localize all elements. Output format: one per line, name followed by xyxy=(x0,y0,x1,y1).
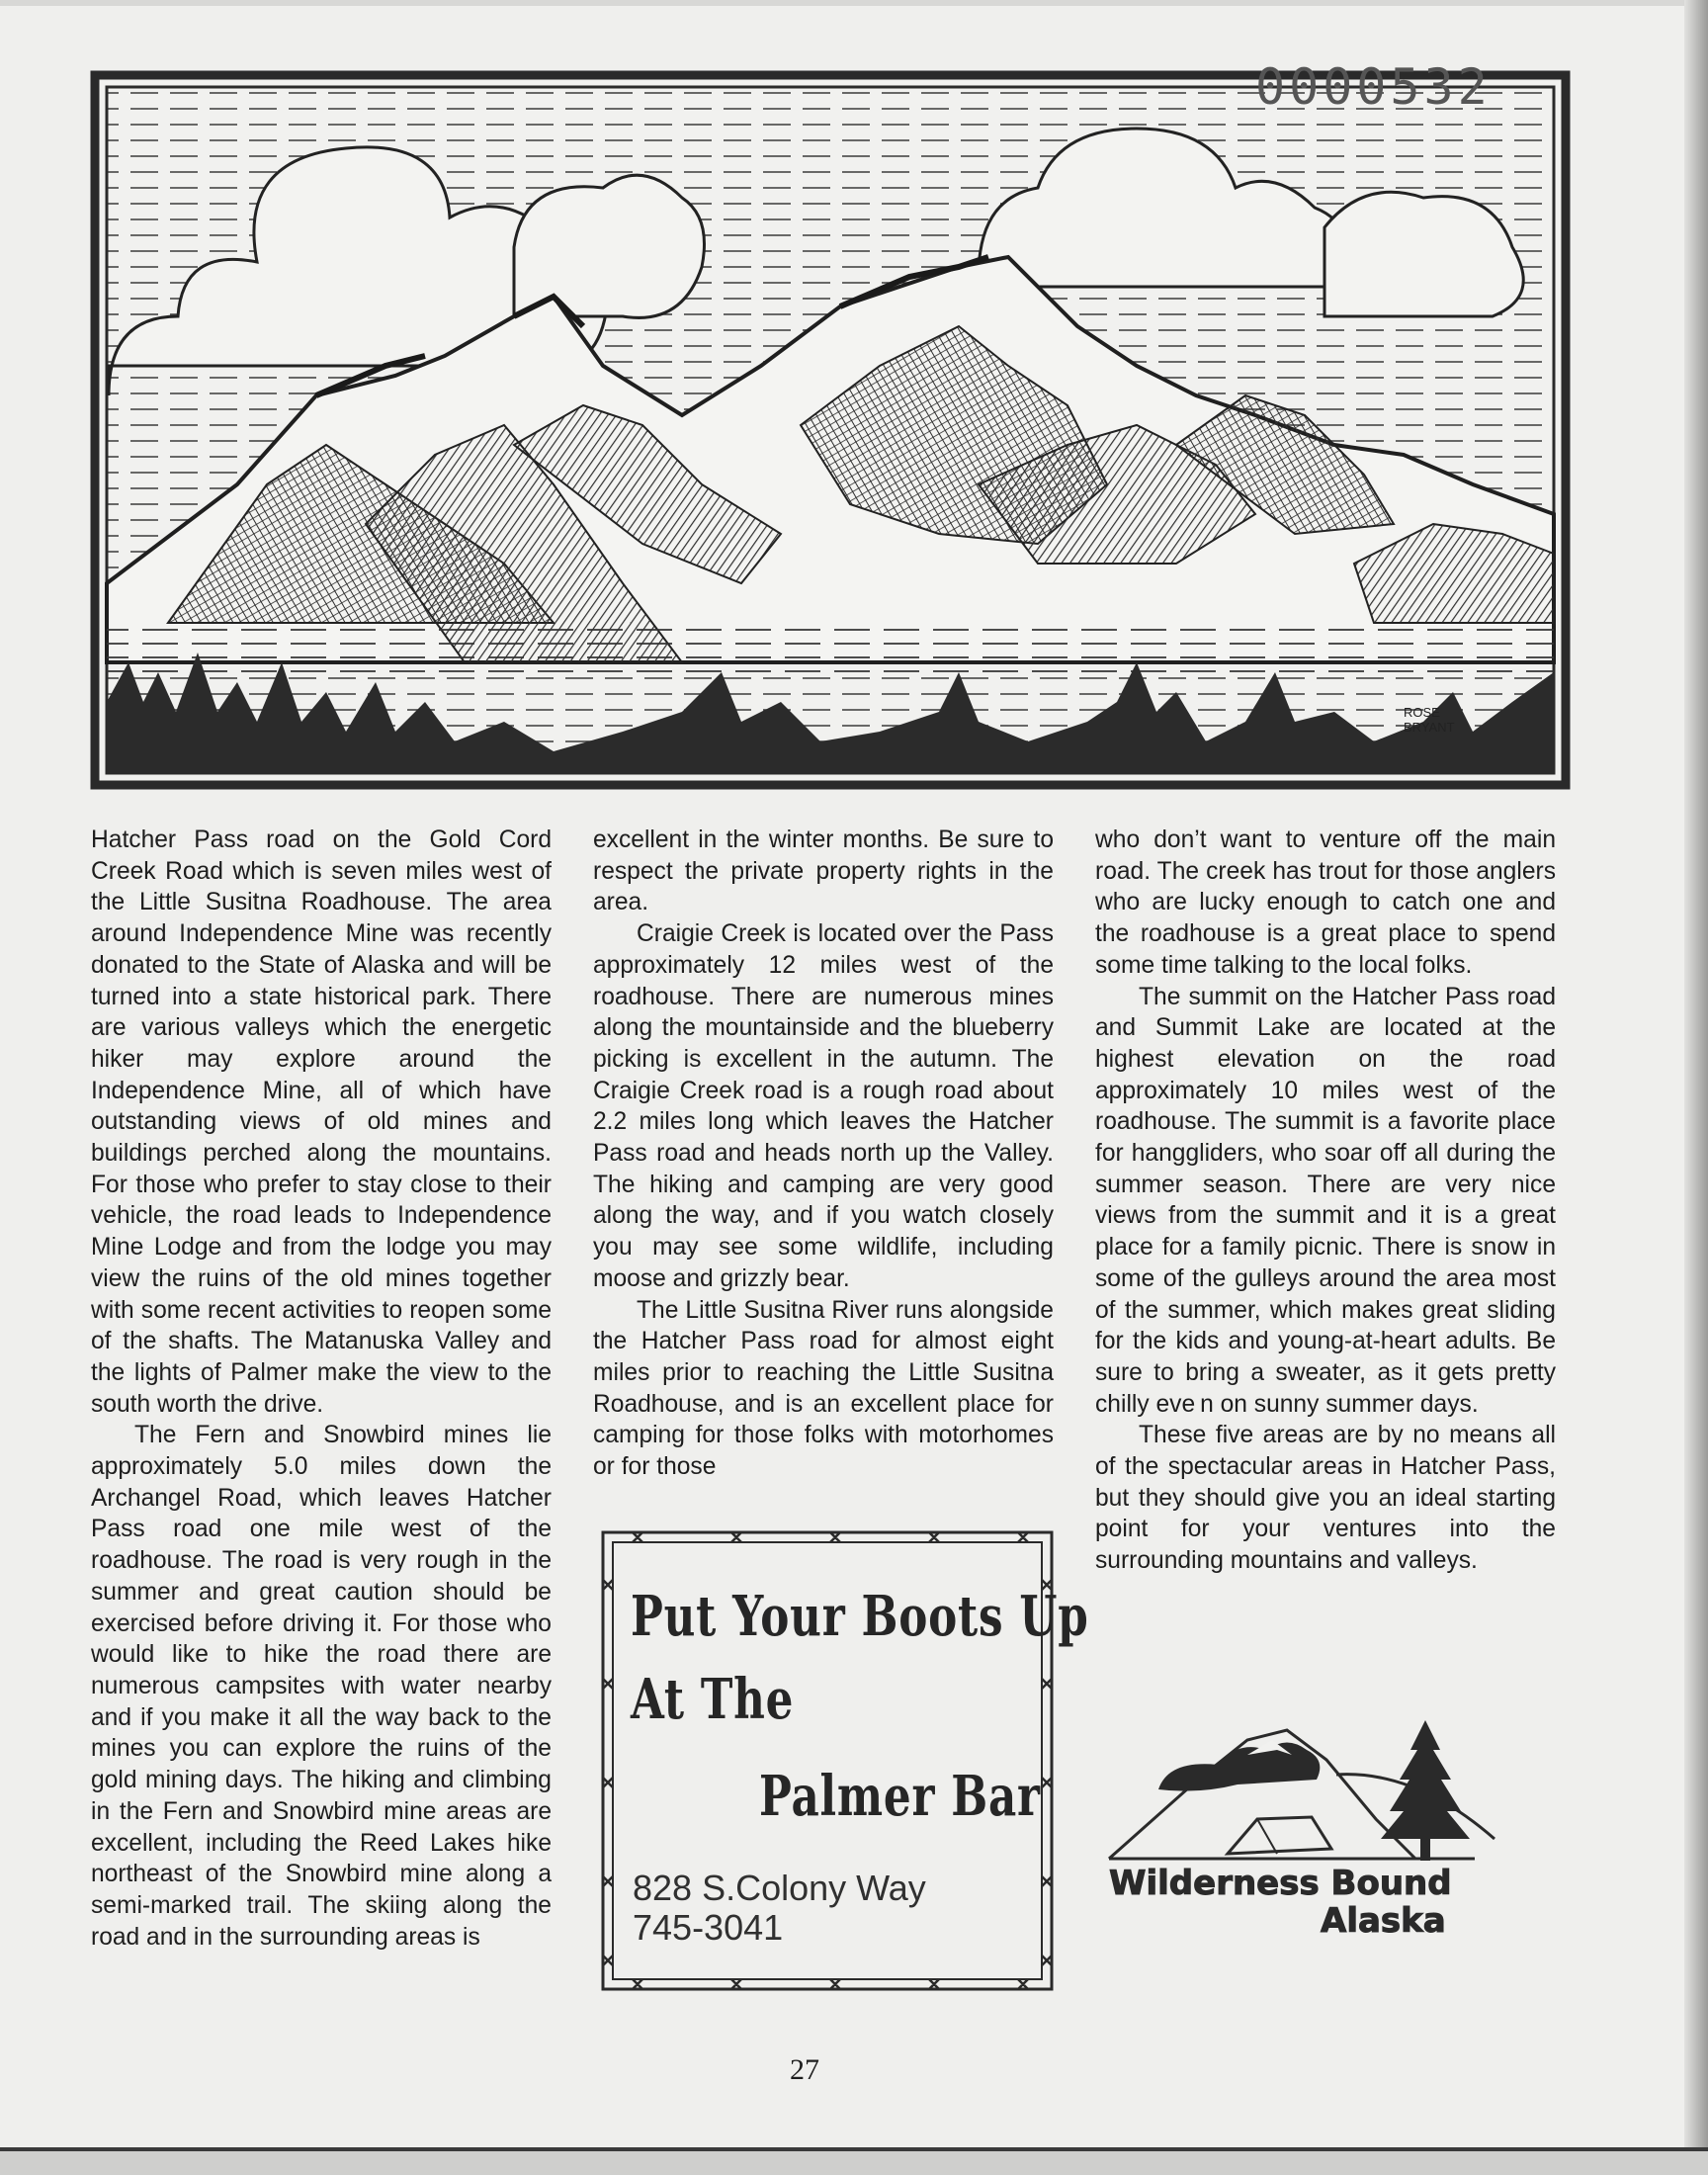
article-column-1 xyxy=(91,825,552,2011)
paragraph: excellent in the winter months. Be sure to respect the private property rights in the area. xyxy=(593,826,1054,916)
logo-wordmark-line2: Alaska xyxy=(1321,1901,1446,1941)
scan-edge-bottom xyxy=(0,2151,1708,2175)
paragraph: who don’t want to venture off the main road. The creek has trout for those anglers who are lucky enough to catch one and the roadhouse is a great place to spend some time talking to the local folks. xyxy=(1095,826,1556,979)
wilderness-bound-alaska-logo xyxy=(1099,1700,1524,1941)
artist-signature-line2: BRYANT xyxy=(1404,720,1455,735)
paragraph: The Fern and Snowbird mines lie approximately 5.0 miles down the Archangel Road, which leaves Hatcher Pass road one mile west of the roadhouse. The road is very rough in the summer and great caution should be exercised before driving it. For those who would like to hike the road there are numerous campsites with water nearby and if you make it all the way back to the mines you can explore the ruins of the gold mining days. The hiking and climbing in the Fern and Snowbird mine areas are excellent, including the Reed Lakes hike northeast of the Snowbird mine along a semi-marked trail. The skiing along the road and in the surrounding areas is xyxy=(91,1422,552,1951)
ad-phone: 745-3041 xyxy=(633,1907,784,1948)
scan-edge-top xyxy=(0,0,1708,6)
paragraph: The summit on the Hatcher Pass road and Summit Lake are located at the highest elevation on the road approximately 10 miles west of the roadhouse. The summit is a favorite place for hanggliders, who soar off all during the summer season. There are very nice views from the summit and it is a great place for a family picnic. There is snow in some of the gulleys around the area most of the summer, which makes great sliding for the kids and young-at-heart adults. Be sure to bring a sweater, as it gets pretty chilly eve n on sunny summer days. xyxy=(1095,983,1556,1418)
logo-wordmark-line1: Wilderness Bound xyxy=(1109,1864,1452,1903)
artist-signature-line1: ROSE xyxy=(1404,705,1440,720)
ad-business-name: Palmer Bar xyxy=(759,1764,1041,1829)
ad-headline-line1: Put Your Boots Up xyxy=(631,1584,1089,1649)
paragraph: These five areas are by no means all of the spectacular areas in Hatcher Pass, but they should give you an ideal starting point for your ventures into the surrounding mountains and valleys. xyxy=(1095,1422,1556,1575)
paragraph: Hatcher Pass road on the Gold Cord Creek Road which is seven miles west of the Little Susitna Roadhouse. The area around Independence Mine was recently donated to the State of Alaska and will be turned into a state historical park. There are various valleys which the energetic hiker may explore around the Independence Mine, all of which have outstanding views of old mines and buildings perched along the mountains. For those who prefer to stay close to their vehicle, the road leads to Independence Mine Lodge and from the lodge you may view the ruins of the old mines together with some recent activities to reopen some of the shafts. The Matanuska Valley and the lights of Palmer make the view to the south worth the drive. xyxy=(91,826,552,1418)
page-number: 27 xyxy=(790,2053,819,2086)
ad-address: 828 S.Colony Way xyxy=(633,1868,926,1908)
paragraph: Craigie Creek is located over the Pass approximately 12 miles west of the roadhouse. There are numerous mines along the mountainside and the blueberry picking is excellent in the autumn. The Craigie Creek road is a rough road about 2.2 miles long which leaves the Hatcher Pass road and heads north up the Valley. The hiking and camping are very good along the way, and if you watch closely you may see some wildlife, including moose and grizzly bear. xyxy=(593,920,1054,1292)
palmer-bar-advertisement xyxy=(593,1521,1089,2001)
ad-headline-line2: At The xyxy=(631,1667,795,1732)
mountain-illustration xyxy=(89,69,1572,791)
logo-mountain-tent-tree-graphic xyxy=(1099,1700,1524,1869)
paragraph: The Little Susitna River runs alongside the Hatcher Pass road for almost eight miles prior to reaching the Little Susitna Roadhouse, and is an excellent place for camping for those folks with motorhomes or for those xyxy=(593,1296,1054,1481)
scan-edge-right xyxy=(1684,0,1708,2175)
document-stamp-number: 0000532 xyxy=(1255,58,1492,116)
